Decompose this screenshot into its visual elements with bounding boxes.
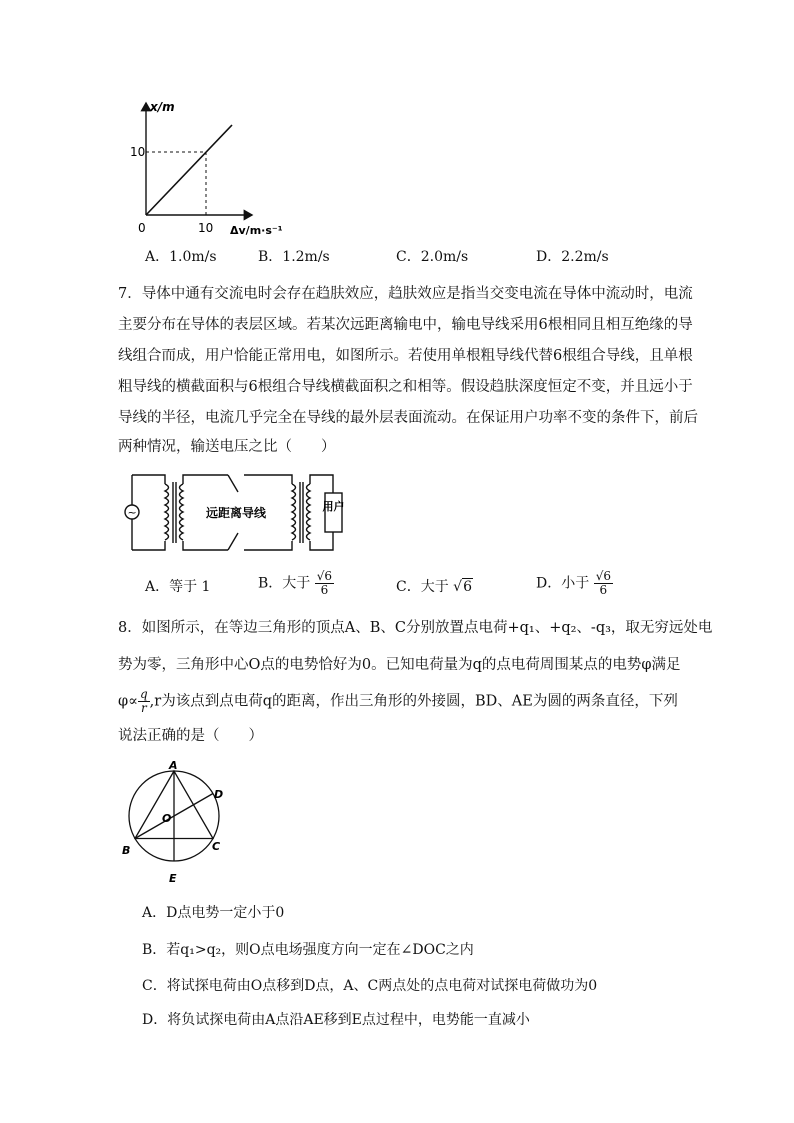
x-axis-label: Δv/m·s⁻¹ [230, 224, 283, 237]
q7-option-d-fraction: $\frac{√6}{6}$ [595, 569, 611, 597]
q7-option-d-den: 6 [599, 583, 608, 597]
transmission-line-label: 远距离导线 [206, 506, 267, 520]
q8-line-3 [118, 688, 678, 715]
q6-option-b[interactable]: B．1.2m/s [258, 249, 330, 265]
x-tick-label: 10 [198, 221, 214, 235]
displacement-velocity-graph [130, 95, 290, 245]
label-e: E [169, 872, 177, 885]
origin-label: 0 [138, 221, 146, 235]
q7-option-b[interactable] [258, 570, 334, 597]
user-label [323, 499, 345, 513]
q8-option-d[interactable]: D．将负试探电荷由A点沿AE移到E点过程中，电势能一直减小 [142, 1012, 530, 1028]
q7-option-b-prefix: B．大于 [258, 575, 311, 592]
label-b: B [122, 844, 131, 857]
q8-line-2: 势为零，三角形中心O点的电势恰好为0。已知电荷量为q的点电荷周围某点的电势φ满足 [118, 657, 681, 673]
q8-option-c[interactable]: C．将试探电荷由O点移到D点，A、C两点处的点电荷对试探电荷做功为0 [142, 978, 598, 994]
graph-line [146, 125, 232, 215]
q7-option-c-sqrt: 6 [463, 579, 473, 595]
q7-option-d[interactable] [536, 570, 613, 597]
y-axis-label: x/m [150, 100, 175, 114]
q7-option-a[interactable]: A．等于 1 [145, 579, 211, 595]
q7-option-b-sqrt: 6 [324, 569, 333, 583]
q8-frac-num: q [139, 687, 148, 701]
q8-line-1: 8．如图所示，在等边三角形的顶点A、B、C分别放置点电荷+q₁、+q₂、-q₃，取无穷远处电 [118, 620, 713, 636]
user-label-text: 用户 [322, 500, 345, 513]
q7-option-c-prefix: C．大于 [396, 579, 449, 595]
circumscribed-circle-figure [118, 760, 238, 890]
label-d: D [214, 788, 224, 801]
q8-line-3-prefix: φ∝ [118, 693, 138, 710]
label-c: C [212, 840, 221, 853]
q7-option-b-den: 6 [320, 583, 329, 597]
y-tick-label: 10 [130, 145, 146, 159]
q7-option-d-prefix: D．小于 [536, 575, 590, 592]
label-a: A [169, 760, 178, 772]
q8-option-a[interactable]: A．D点电势一定小于0 [142, 905, 285, 921]
q7-line-6: 两种情况，输送电压之比（ ） [118, 439, 336, 455]
q8-option-b[interactable]: B．若q₁>q₂，则O点电场强度方向一定在∠DOC之内 [142, 942, 474, 958]
q8-line-3-fraction [138, 688, 150, 715]
q7-line-4: 粗导线的横截面积与6根组合导线横截面积之和相等。假设趋肤深度恒定不变，并且远小于 [118, 379, 693, 395]
q7-line-5: 导线的半径，电流几乎完全在导线的最外层表面流动。在保证用户功率不变的条件下，前后 [118, 410, 698, 426]
ac-source-symbol: ~ [127, 506, 137, 519]
q7-line-1: 7．导体中通有交流电时会存在趋肤效应，趋肤效应是指当交变电流在导体中流动时，电流 [118, 286, 693, 302]
q6-option-d[interactable]: D．2.2m/s [536, 249, 609, 265]
q7-line-3: 线组合而成，用户恰能正常用电，如图所示。若使用单根粗导线代替6根组合导线，且单根 [118, 348, 693, 364]
q8-line-3-rest: ,r为该点到点电荷q的距离，作出三角形的外接圆，BD、AE为圆的两条直径，下列 [149, 693, 678, 710]
q8-frac-den: r [140, 701, 147, 715]
q6-option-a[interactable]: A．1.0m/s [145, 249, 217, 265]
q7-option-c[interactable]: C．大于 √6 [396, 579, 473, 595]
transmission-circuit-diagram [120, 470, 370, 555]
q7-option-b-fraction: $\frac{√6}{6}$ [316, 569, 333, 597]
q6-option-c[interactable]: C．2.0m/s [396, 249, 469, 265]
q8-line-4: 说法正确的是（ ） [118, 728, 263, 744]
label-o: O [162, 812, 172, 825]
q7-option-d-sqrt: 6 [603, 569, 611, 583]
q7-line-2: 主要分布在导体的表层区域。若某次远距离输电中，输电导线采用6根相同且相互绝缘的导 [118, 317, 693, 333]
